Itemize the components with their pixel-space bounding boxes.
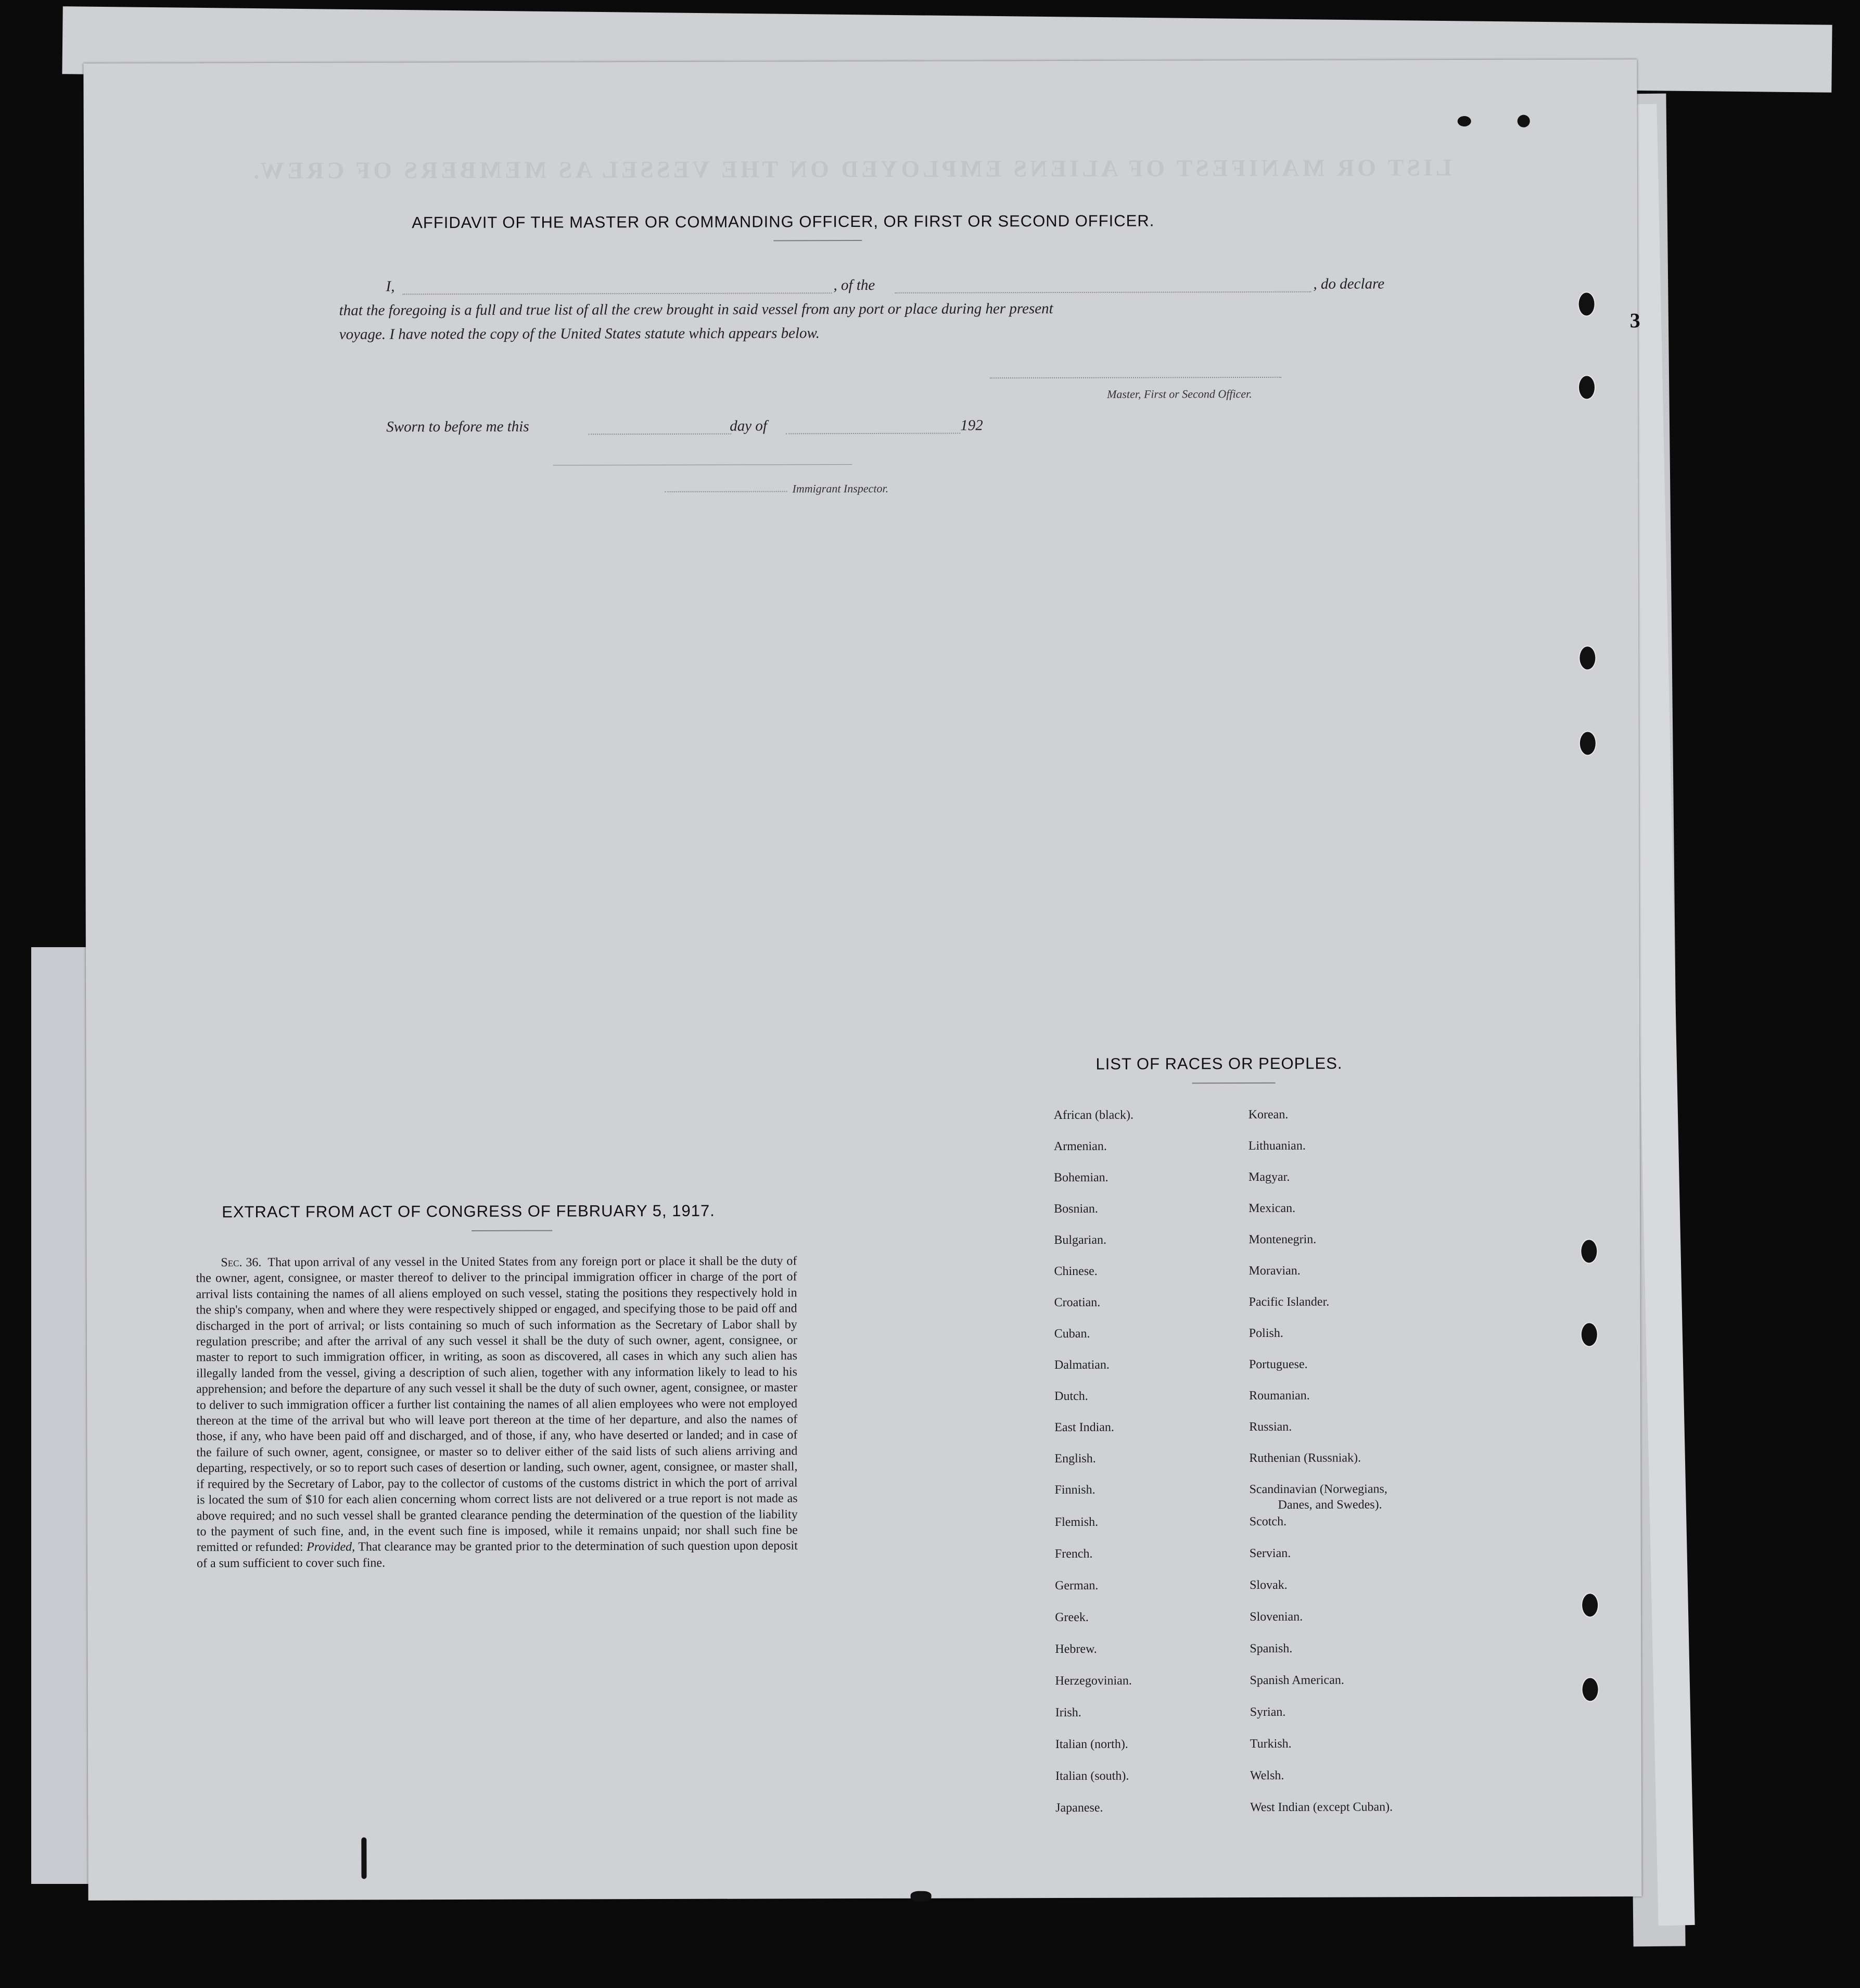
race-item: Welsh. xyxy=(1250,1768,1284,1783)
affidavit-title: AFFIDAVIT OF THE MASTER OR COMMANDING OFFICER, OR FIRST OR SECOND OFFICER. xyxy=(412,211,1155,232)
race-item: Slovak. xyxy=(1250,1578,1288,1592)
sworn-prefix: Sworn to before me this xyxy=(386,418,529,436)
race-item: Polish. xyxy=(1249,1326,1283,1341)
affidavit-line1-of-the: , of the xyxy=(833,276,875,294)
master-caption: Master, First or Second Officer. xyxy=(1107,387,1252,401)
binder-hole-icon xyxy=(1578,291,1596,316)
binder-hole-icon xyxy=(1582,1677,1599,1702)
race-item: Scotch. xyxy=(1249,1514,1287,1529)
race-item: Roumanian. xyxy=(1249,1388,1310,1403)
affidavit-line1-i: I, xyxy=(386,278,395,295)
ink-mark-icon xyxy=(1518,115,1530,128)
sworn-day-blank[interactable] xyxy=(588,434,731,435)
binder-hole-icon xyxy=(1581,1322,1598,1347)
race-item: Dutch. xyxy=(1054,1389,1088,1404)
race-item: Turkish. xyxy=(1250,1737,1292,1751)
race-item: Greek. xyxy=(1055,1610,1089,1625)
race-item: Herzegovinian. xyxy=(1055,1674,1132,1688)
provided-word: Provided, xyxy=(307,1540,355,1554)
race-item: Lithuanian. xyxy=(1248,1139,1306,1153)
race-item-continuation: Danes, and Swedes). xyxy=(1278,1498,1382,1512)
race-item: Slovenian. xyxy=(1250,1610,1303,1624)
ink-mark-icon xyxy=(911,1891,932,1902)
inspector-rule xyxy=(553,464,852,466)
vessel-blank[interactable] xyxy=(895,291,1311,294)
inspector-caption: Immigrant Inspector. xyxy=(792,481,889,495)
race-item: Italian (north). xyxy=(1055,1737,1128,1752)
race-item: Bosnian. xyxy=(1054,1202,1098,1216)
sworn-day-of: day of xyxy=(730,417,767,435)
race-item: Irish. xyxy=(1055,1705,1081,1720)
race-item: Korean. xyxy=(1248,1107,1289,1122)
binder-hole-icon xyxy=(1578,645,1596,670)
race-item: Finnish. xyxy=(1054,1483,1095,1497)
race-item: Japanese. xyxy=(1055,1801,1103,1815)
affidavit-title-rule xyxy=(773,240,862,241)
extract-title: EXTRACT FROM ACT OF CONGRESS OF FEBRUARY 5, 1917. xyxy=(222,1201,715,1221)
statute-text xyxy=(196,1253,798,1571)
underlying-page-left xyxy=(31,947,94,1884)
sworn-year: 192 xyxy=(960,417,983,434)
race-item: Syrian. xyxy=(1250,1705,1286,1719)
bleed-through-header: LIST OR MANIFEST OF ALIENS EMPLOYED ON THE VESSEL AS MEMBERS OF CREW. xyxy=(250,154,1452,184)
race-item: Hebrew. xyxy=(1055,1642,1097,1656)
race-item: West Indian (except Cuban). xyxy=(1250,1800,1393,1815)
race-item: Cuban. xyxy=(1054,1327,1090,1341)
affidavit-line3: voyage. I have noted the copy of the United States statute which appears below. xyxy=(339,325,820,343)
race-item: Portuguese. xyxy=(1249,1357,1308,1372)
race-item: Chinese. xyxy=(1054,1264,1098,1279)
statute-body: That upon arrival of any vessel in the United States from any foreign port or place it shall be the duty of the owner, agent, consignee, or master thereof to deliver to the principal immigration officer in charge of the port of arrival lists containing the names of all aliens employed on such vessel, stating the positions they respectively hold in the ship's company, when and where they were respectively shipped or engaged, and specifying those to be paid off and discharged in the port of arrival; or lists containing so much of such information as the Secretary of Labor shall by regulation prescribe; and after the arrival of any such vessel it shall be the duty of such owner, agent, consignee, or master to report to such immigration officer, in writing, as soon as discovered, all cases in which any such alien has illegally landed from the vessel, giving a description of such alien, together with any information likely to lead to his apprehension; and before the departure of any such vessel it shall be the duty of such owner, agent, consignee, or master to deliver to such immigration officer a further list containing the names of all alien employees who were not employed thereon at the time of the arrival but who will leave port thereon at the time of her departure, and also the names of those, if any, who have been paid off and discharged, and of those, if any, who have deserted or landed; and in case of the failure of such owner, agent, consignee, or master so to deliver either of the said lists of such aliens arriving and departing, respectively, or so to report such cases of desertion or landing, such owner, agent, consignee, or master shall, if required by the Secretary of Labor, pay to the collector of customs of the customs district in which the port of arrival is located the sum of $10 for each alien concerning whom correct lists are not delivered or a true report is not made as above required; and no such vessel shall be granted clearance pending the determination of the question of the liability to the payment of such fine, and, in the event such fine is imposed, while it remains unpaid; nor shall such fine be remitted or refunded: xyxy=(196,1254,798,1554)
race-item: Spanish American. xyxy=(1250,1673,1344,1688)
sworn-month-blank[interactable] xyxy=(786,433,960,435)
inspector-signature-line[interactable] xyxy=(665,491,787,492)
affidavit-line2: that the foregoing is a full and true list of all the crew brought in said vessel from any port or place during her present xyxy=(339,300,1053,319)
race-item: Montenegrin. xyxy=(1249,1232,1317,1247)
section-label: Sec. 36. xyxy=(221,1256,262,1270)
statute-body-end: That clearance may be granted prior to the determination of such question upon deposit of a sum sufficient to cover such fine. xyxy=(196,1539,798,1571)
binder-hole-icon xyxy=(1579,731,1597,756)
race-item: Flemish. xyxy=(1054,1515,1099,1530)
race-item: Scandinavian (Norwegians, xyxy=(1249,1482,1387,1497)
ink-mark-icon xyxy=(1458,116,1471,126)
bleed-through-number: 3 xyxy=(1629,309,1640,333)
race-item: Pacific Islander. xyxy=(1249,1295,1330,1309)
race-item: German. xyxy=(1055,1578,1099,1593)
race-item: Servian. xyxy=(1249,1546,1291,1561)
document-sheet xyxy=(83,59,1641,1901)
race-item: Croatian. xyxy=(1054,1295,1101,1310)
race-item: Armenian. xyxy=(1053,1139,1107,1154)
race-item: Dalmatian. xyxy=(1054,1358,1110,1372)
extract-title-rule xyxy=(472,1230,552,1231)
race-item: Bulgarian. xyxy=(1054,1233,1106,1247)
race-item: Spanish. xyxy=(1250,1641,1293,1656)
race-item: East Indian. xyxy=(1054,1420,1114,1435)
binder-hole-icon xyxy=(1581,1592,1599,1617)
race-item: Mexican. xyxy=(1249,1201,1296,1216)
races-title: LIST OF RACES OR PEOPLES. xyxy=(1095,1054,1343,1073)
binder-hole-icon xyxy=(1580,1239,1598,1264)
race-item: Moravian. xyxy=(1249,1264,1301,1278)
race-item: French. xyxy=(1054,1547,1093,1561)
name-blank[interactable] xyxy=(403,292,832,295)
race-item: Magyar. xyxy=(1248,1170,1290,1184)
race-item: Ruthenian (Russniak). xyxy=(1249,1451,1361,1465)
race-item: African (black). xyxy=(1053,1108,1133,1123)
ink-mark-icon xyxy=(361,1838,366,1879)
race-item: Russian. xyxy=(1249,1420,1292,1434)
binder-hole-icon xyxy=(1578,375,1596,400)
race-item: Italian (south). xyxy=(1055,1769,1129,1783)
race-item: Bohemian. xyxy=(1053,1170,1109,1185)
race-item: English. xyxy=(1054,1451,1096,1466)
affidavit-line1-do-declare: , do declare xyxy=(1313,275,1385,292)
races-title-rule xyxy=(1192,1082,1276,1084)
master-signature-line[interactable] xyxy=(990,377,1281,378)
